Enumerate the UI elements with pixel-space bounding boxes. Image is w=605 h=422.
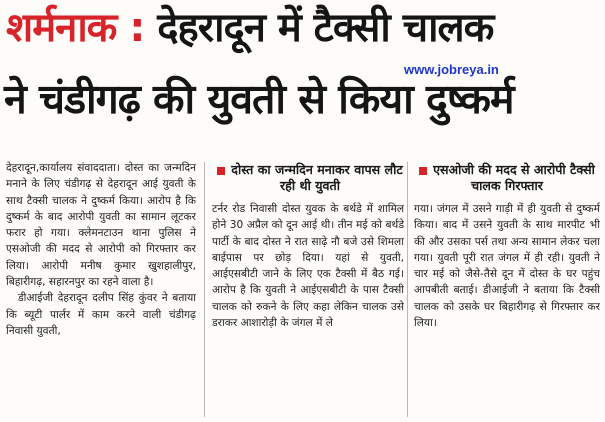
headline-line-1	[6, 2, 493, 54]
article-column-3	[414, 201, 600, 418]
column-divider	[407, 162, 408, 417]
article-column-1	[6, 160, 196, 418]
column-3-subheading	[412, 162, 602, 194]
article-column-2	[212, 201, 404, 418]
headline-line-2: ने चंडीगढ़ की युवती से किया दुष्कर्म	[4, 75, 514, 123]
column-divider	[204, 162, 205, 417]
column-1-paragraph-2: डीआईजी देहरादून दलीप सिंह कुंवर ने बताया कि ब्यूटी पार्लर में काम करने वाली चंडीगढ़ निवासी युवती,	[6, 292, 196, 337]
headline-prefix: शर्मनाक :	[6, 5, 145, 51]
column-3-subheading-text: एसओजी की मदद से आरोपी टैक्सी चालक गिरफ्तार	[433, 162, 595, 193]
headline-line-1-text: देहरादून में टैक्सी चालक	[157, 5, 494, 51]
red-square-bullet-icon	[217, 167, 225, 175]
column-1-paragraph-1: देहरादून,कार्यालय संवाददाता। दोस्त का जन्मदिन मनाने के लिए चंडीगढ़ से देहरादून आई युवती के साथ टैक्सी चालक ने दुष्कर्म किया। आरोप है कि दुष्कर्म के बाद आरोपी युवती का सामान लूटकर फरार हो गया। क्लेमनटाउन थाना पुलिस ने एसओजी की मदद से आरोपी को गिरफ्तार कर लिया। आरोपी मनीष कुमार खुशहालीपुर, बिहारीगढ़, सहारनपुर का रहने वाला है।	[6, 162, 196, 289]
red-square-bullet-icon	[419, 167, 427, 175]
column-2-subheading-text: दोस्त का जन्मदिन मनाकर वापस लौट रही थी युवती	[231, 162, 403, 193]
column-2-paragraph-1: टर्नर रोड निवासी दोस्त युवक के बर्थडे में शामिल होने 30 अप्रैल को दून आई थी। तीन मई को बर्थडे पार्टी के बाद दोस्त ने रात साढ़े नौ बजे उसे शिमला बाईपास पर छोड़ दिया। यहां से युवती, आईएसबीटी जाने के लिए एक टैक्सी में बैठ गई। आरोप है कि युवती ने आईएसबीटी के पास टैक्सी चालक को रुकने के लिए कहा लेकिन चालक उसे डराकर आशारोड़ी के जंगल में ले	[212, 203, 404, 330]
watermark-url: www.jobreya.in	[404, 62, 499, 77]
column-2-subheading	[214, 162, 406, 194]
column-3-paragraph-1: गया। जंगल में उसने गाड़ी में ही युवती से दुष्कर्म किया। बाद में उसने युवती के साथ मारपीट भी की और उसका पर्स तथा अन्य सामान लेकर चला गया। युवती पूरी रात जंगल में ही रही। युवती ने चार मई को जैसे-तैसे दून में दोस्त के घर पहुंच आपबीती बताई। डीआईजी ने बताया कि टैक्सी चालक को उसके घर बिहारीगढ़ से गिरफ्तार कर लिया।	[414, 203, 600, 330]
